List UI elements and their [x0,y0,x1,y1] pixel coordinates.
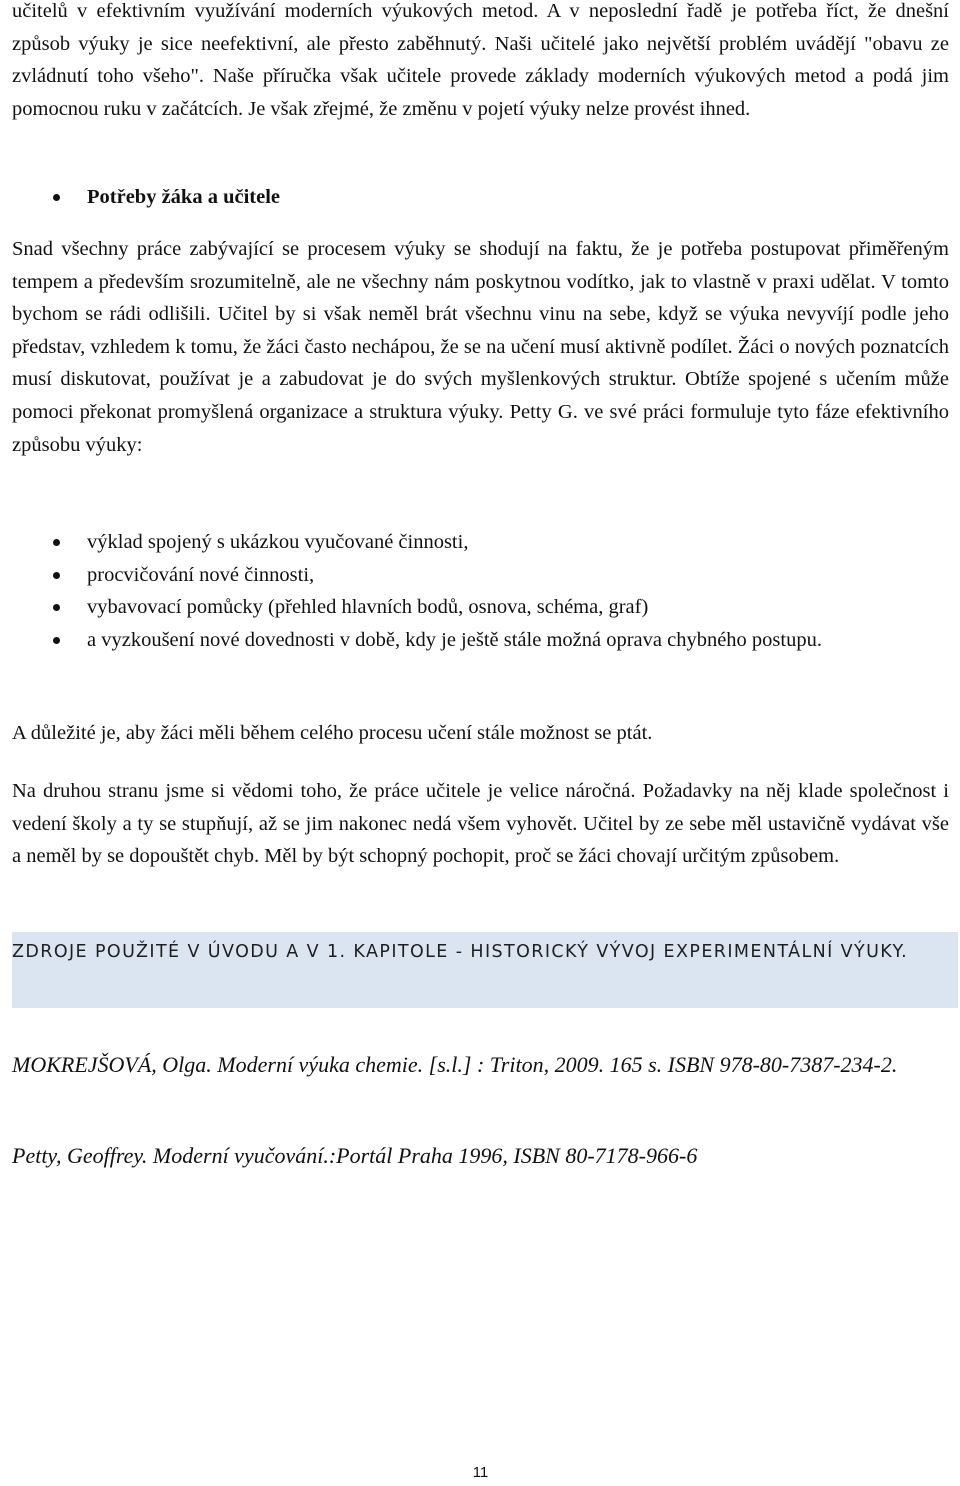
list-item [53,624,949,657]
body-paragraph: A důležité je, aby žáci měli během celého procesu učení stále možnost se ptát. [12,722,653,744]
bullet-icon [53,604,60,611]
list-item-text: a vyzkoušení nové dovednosti v době, kdy je ještě stále možná oprava chybného postupu. [87,628,822,651]
section-title: ZDROJE POUŽITÉ V ÚVODU A V 1. KAPITOLE - HISTORICKÝ VÝVOJ EXPERIMENTÁLNÍ VÝUKY. [12,942,909,962]
section-header-bar [12,932,958,1008]
intro-paragraph: učitelů v efektivním využívání moderních výukových metod. A v neposlední řadě je potřeba říct, že dnešní způsob výuky je sice neefektivní, ale přesto zaběhnutý. Naši učitelé jako největší problém uvádějí "obavu ze zvládnutí toho všeho". Naše příručka však učitele provede základy moderních výukových metod a podá jim pomocnou ruku v začátcích. Je však zřejmé, že změnu v pojetí výuky nelze provést ihned. [12,0,949,120]
list-item [53,591,949,624]
body-paragraph: Na druhou stranu jsme si vědomi toho, že práce učitele je velice náročná. Požadavky na něj klade společnost i vedení školy a ty se stupňují, až se jim nakonec nedá všem vyhovět. Učitel by ze sebe měl ustavičně vydávat vše a neměl by se dopouštět chyb. Měl by být schopný pochopit, proč se žáci chovají určitým způsobem. [12,780,949,868]
bullet-icon [53,194,60,201]
reference-entry: MOKREJŠOVÁ, Olga. Moderní výuka chemie. [s.l.] : Triton, 2009. 165 s. ISBN 978-80-7387-234-2. [12,1052,898,1077]
list-item-text: výklad spojený s ukázkou vyučované činnosti, [87,531,469,553]
bullet-icon [53,572,60,579]
bullet-icon [53,539,60,546]
body-paragraph: Snad všechny práce zabývající se procesem výuky se shodují na faktu, že je potřeba postupovat přiměřeným tempem a především srozumitelně, ale ne všechny nám poskytnou vodítko, jak to vlastně v praxi udělat. V tomto bychom se rádi odlišili. Učitel by si však neměl brát všechnu vinu na sebe, když se výuka nevyvíjí podle jeho představ, vzhledem k tomu, že žáci často nechápou, že se na učení musí aktivně podílet. Žáci o nových poznatcích musí diskutovat, používat je a zabudovat je do svých myšlenkových struktur. Obtíže spojené s učením může pomoci překonat promyšlená organizace a struktura výuky. Petty G. ve své práci formuluje tyto fáze efektivního způsobu výuky: [12,238,949,456]
list-item [53,559,949,592]
bullet-icon [53,637,60,644]
list-item-text: procvičování nové činnosti, [87,563,315,586]
list-item [53,526,949,559]
list-item-text: vybavovací pomůcky (přehled hlavních bodů, osnova, schéma, graf) [87,596,649,619]
reference-entry: Petty, Geoffrey. Moderní vyučování.:Portál Praha 1996, ISBN 80-7178-966-6 [12,1143,698,1168]
page-number: 11 [472,1464,489,1481]
phase-list [53,526,949,656]
heading-text: Potřeby žáka a učitele [87,186,280,208]
